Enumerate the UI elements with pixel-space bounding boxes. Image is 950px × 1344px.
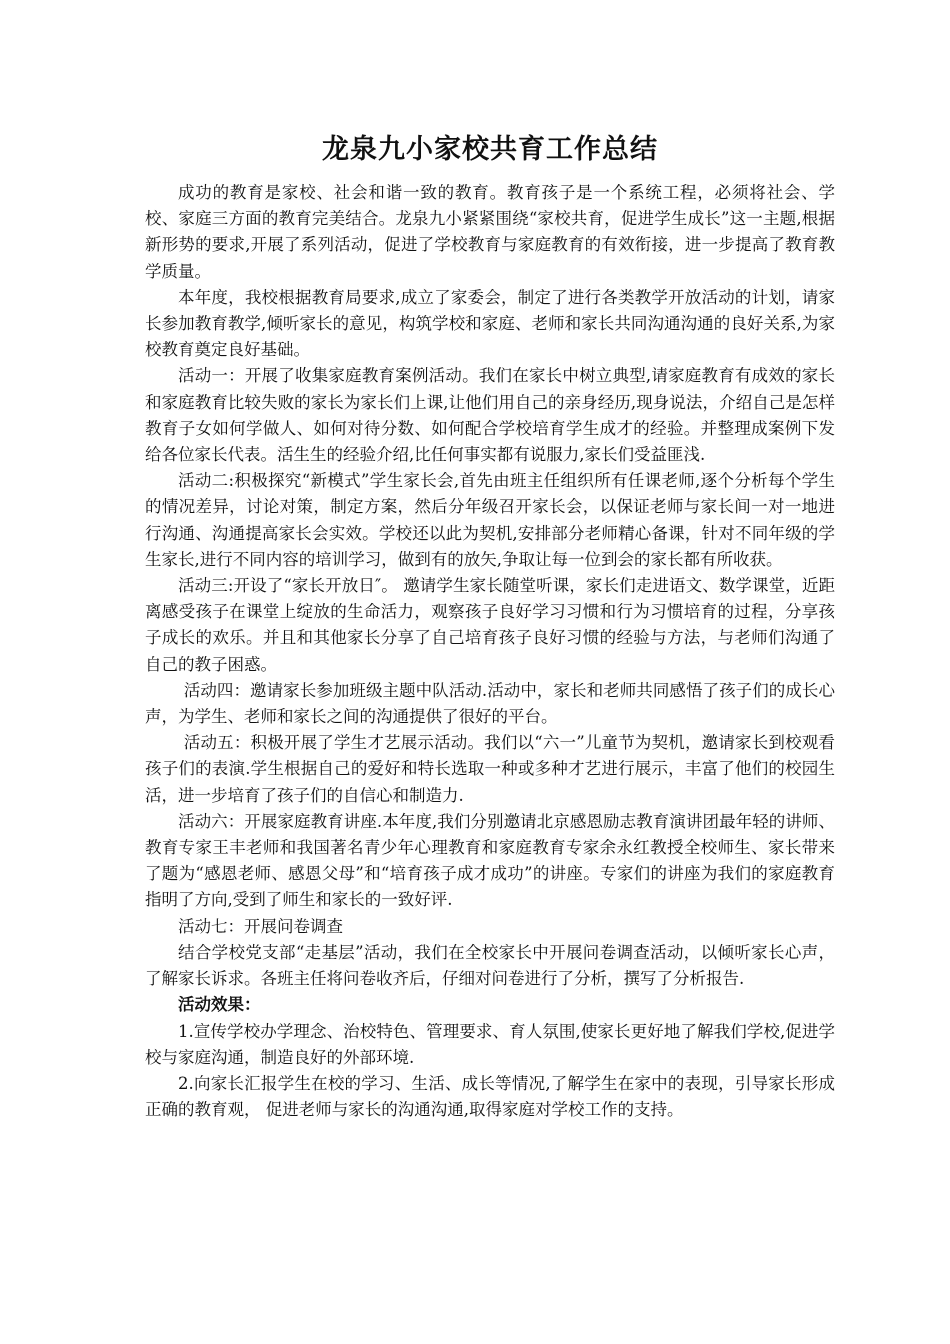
paragraph-activity-7: 结合学校党支部“走基层”活动，我们在全校家长中开展问卷调查活动，以倾听家长心声，了解家长诉求。各班主任将问卷收齐后，仔细对问卷进行了分析，撰写了分析报告. (145, 942, 835, 989)
paragraph-intro: 成功的教育是家校、社会和谐一致的教育。教育孩子是一个系统工程，必须将社会、学校、家庭三方面的教育完美结合。龙泉九小紧紧围绕“家校共育，促进学生成长”这一主题,根据新形势的要求,开展了系列活动，促进了学校教育与家庭教育的有效衔接，进一步提高了教育教学质量。 (145, 183, 835, 281)
paragraph-activity-6: 活动六：开展家庭教育讲座.本年度,我们分别邀请北京感恩励志教育演讲团最年轻的讲师、教育专家王丰老师和我国著名青少年心理教育和家庭教育专家余永红教授全校师生、家长带来了题为“感恩老师、感恩父母”和“培育孩子成才成功”的讲座。专家们的讲座为我们的家庭教育指明了方向,受到了师生和家长的一致好评. (145, 811, 835, 910)
effects-heading: 活动效果： (178, 995, 261, 1015)
paragraph-activity-5: 活动五：积极开展了学生才艺展示活动。我们以“六一”儿童节为契机，邀请家长到校观看孩子们的表演.学生根据自己的爱好和特长选取一种或多种才艺进行展示，丰富了他们的校园生活，进一步培育了孩子们的自信心和制造力. (145, 733, 835, 805)
paragraph-activity-4: 活动四：邀请家长参加班级主题中队活动.活动中，家长和老师共同感悟了孩子们的成长心声，为学生、老师和家长之间的沟通提供了很好的平台。 (145, 680, 835, 727)
paragraph-activity-3: 活动三:开设了“家长开放日″。 邀请学生家长随堂听课，家长们走进语文、数学课堂，近距离感受孩子在课堂上绽放的生命活力，观察孩子良好学习习惯和行为习惯培育的过程，分享孩子成长的欢乐。并且和其他家长分享了自己培育孩子良好习惯的经验与方法，与老师们沟通了自己的教子困惑。 (145, 576, 835, 674)
paragraph-activity-1: 活动一：开展了收集家庭教育案例活动。我们在家长中树立典型,请家庭教育有成效的家长和家庭教育比较失败的家长为家长们上课,让他们用自己的亲身经历,现身说法，介绍自己是怎样教育子女如何学做人、如何对待分数、如何配合学校培育学生成才的经验。并整理成案例下发给各位家长代表。活生生的经验介绍,比任何事实都有说服力,家长们受益匪浅. (145, 366, 835, 465)
document-page (145, 130, 835, 1123)
document-title: 龙泉九小家校共育工作总结 (322, 134, 658, 165)
effect-item-1: 1.宣传学校办学理念、治校特色、管理要求、育人氛围,使家长更好地了解我们学校,促进学校与家庭沟通，制造良好的外部环境. (145, 1021, 835, 1067)
paragraph-annual: 本年度，我校根据教育局要求,成立了家委会，制定了进行各类教学开放活动的计划，请家长参加教育教学,倾听家长的意见，构筑学校和家庭、老师和家长共同沟通沟通的良好关系,为家校教育奠定良好基础。 (145, 287, 835, 360)
paragraph-activity-2: 活动二:积极探究“新模式”学生家长会,首先由班主任组织所有任课老师,逐个分析每个学生的情况差异，讨论对策，制定方案，然后分年级召开家长会，以保证老师与家长间一对一地进行沟通、沟通提高家长会实效。学校还以此为契机,安排部分老师精心备课，针对不同年级的学生家长,进行不同内容的培训学习，做到有的放矢,争取让每一位到会的家长都有所收获。 (145, 471, 835, 569)
effect-item-2: 2.向家长汇报学生在校的学习、生活、成长等情况,了解学生在家中的表现，引导家长形成正确的教育观， 促进老师与家长的沟通沟通,取得家庭对学校工作的支持。 (145, 1073, 835, 1120)
paragraph-activity-7-heading: 活动七：开展问卷调查 (178, 916, 343, 936)
